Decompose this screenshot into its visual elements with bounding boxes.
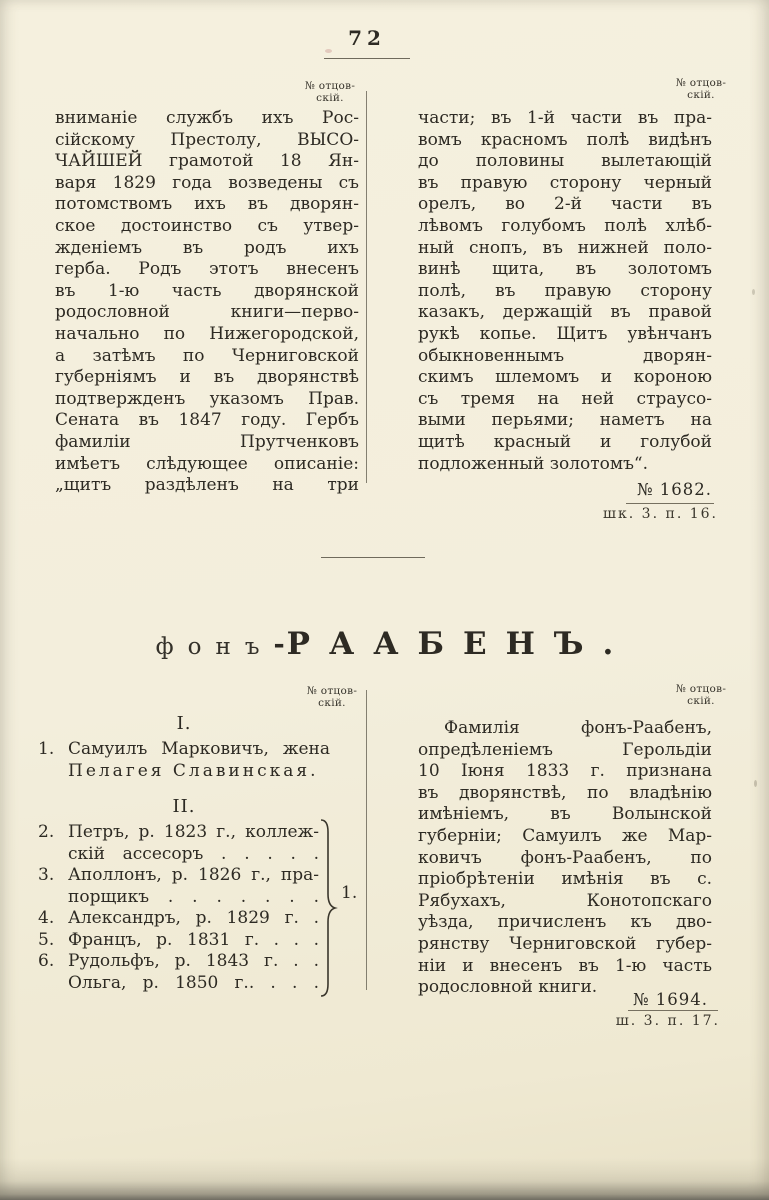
section1-right-column-text [418,108,712,475]
list-item-text: Рудольфъ, р. 1843 г. . . [68,951,319,971]
column-divider-rule [366,690,367,990]
text-line: начально по Нижегородской, [55,323,359,344]
text-line: опредѣленіемъ Герольдіи [418,739,712,760]
list-item-line [38,739,330,761]
text-line: въ дворянствѣ, по владѣнію [418,782,712,803]
text-line: варя 1829 года возведены съ [55,172,359,193]
column-header-line1: № отцов- [675,683,727,695]
list-item-line [38,865,319,887]
list-item-number: 5. [38,929,55,950]
record-shelf-code: шк. 3. п. 16. [603,506,718,522]
list-item-line [38,822,319,844]
text-line: подложенный золотомъ“. [418,453,649,474]
generation-2-list [38,822,319,994]
text-line: части; въ 1-й части въ пра- [418,108,712,128]
column-header-line1: № отцов- [306,685,358,697]
column-header-father-number [295,80,365,104]
text-line: уѣзда, причисленъ къ дво- [418,912,712,933]
text-line: рукѣ копье. Щитъ увѣнчанъ [418,323,712,344]
text-line: Фамилія фонъ-Раабенъ, [444,718,712,738]
list-item-text: Пелагея Славинская. [68,760,319,781]
column-header-line2: скій. [318,697,346,709]
section-divider-rule [321,557,425,558]
father-number-value: 1. [341,883,358,903]
section2-right-column-text [418,718,712,999]
list-item-line [38,908,319,930]
generation-1-label: I. [176,713,192,734]
text-line: родословной книги—перво- [55,302,359,323]
list-item-line [38,951,319,973]
section1-left-column-text [55,108,359,497]
text-line: выми перьями; наметъ на [418,410,712,431]
text-line: въ правую сторону черный [418,172,712,193]
list-item-text: Ольга, р. 1850 г.. . . . [68,972,319,993]
text-line: до половины вылетающій [418,151,712,172]
list-item-line [38,930,319,952]
text-line: скимъ шлемомъ и короною [418,367,712,388]
grouping-brace [318,819,338,997]
column-header-line2: скій. [687,89,715,101]
record-number: № 1682. [636,480,712,499]
record-number-rule [628,1010,718,1011]
text-line: жденіемъ въ родъ ихъ [55,237,359,258]
record-number-rule [626,503,714,504]
list-item-text: скій ассесоръ . . . . . [68,843,319,864]
text-line: пріобрѣтеніи имѣнія въ с. [418,869,712,890]
list-item-number: 4. [38,908,55,928]
list-item-number: 2. [38,822,55,842]
page-bottom-edge-shadow [0,1158,769,1200]
text-line: ковичъ фонъ-Раабенъ, по [418,847,712,868]
text-line: полѣ, въ правую сторону [418,280,712,301]
text-line: рянству Черниговской губер- [418,933,712,954]
paper-speck [752,289,755,295]
text-line: щитѣ красный и голубой [418,431,712,452]
generation-1-list [38,739,330,782]
text-line: лѣвомъ голубомъ полѣ хлѣб- [418,215,712,236]
list-item-number [38,844,68,866]
text-line: съ тремя на ней страусо- [418,388,712,409]
list-item-text: Самуилъ Марковичъ, жена [68,739,330,759]
column-header-father-number [666,77,736,101]
text-line: подтвержденъ указомъ Прав. [55,388,359,409]
text-line: въ 1-ю часть дворянской [55,280,359,301]
page-number: 72 [348,26,386,50]
column-header-line2: скій. [687,695,715,707]
list-item-line [38,844,319,866]
list-item-number: 3. [38,865,55,885]
text-line: губерніямъ и въ дворянствѣ [55,367,359,388]
family-heading-name: РААБЕНЪ. [286,626,633,662]
record-number: № 1694. [632,990,708,1009]
text-line: орелъ, во 2-й части въ [418,194,712,215]
text-line: обыкновеннымъ дворян- [418,345,712,366]
text-line: родословной книги. [418,977,598,998]
text-line: имѣніемъ, въ Волынской [418,804,712,825]
text-line: винѣ щита, въ золотомъ [418,259,712,280]
page-number-rule [324,58,410,59]
column-header-father-number [666,683,736,707]
text-line: имѣетъ слѣдующее описаніе: [55,453,359,474]
text-line: ЧАЙШЕЙ грамотой 18 Ян- [55,151,359,172]
text-line: а затѣмъ по Черниговской [55,345,359,366]
family-heading-dash: - [273,629,287,660]
list-item-number [38,887,68,909]
text-line: вниманіе службъ ихъ Рос- [55,108,359,128]
text-line: губерніи; Самуилъ же Мар- [418,825,712,846]
list-item-number [38,973,68,995]
column-divider-rule [366,91,367,483]
record-shelf-code: ш. 3. п. 17. [615,1013,720,1029]
list-item-text: Петръ, р. 1823 г., коллеж- [68,822,319,842]
paper-speck [754,780,757,787]
column-header-line1: № отцов- [675,77,727,89]
generation-2-label: II. [172,796,196,817]
list-item-line [38,973,319,995]
text-line: Рябухахъ, Конотопскаго [418,890,712,911]
list-item-line [38,887,319,909]
text-line: ный снопъ, въ нижней поло- [418,237,712,258]
list-item-number: 1. [38,739,55,759]
paper-speck [325,49,332,53]
column-header-father-number [297,685,367,709]
list-item-text: Францъ, р. 1831 г. . . . [68,929,319,950]
list-item-number: 6. [38,951,55,971]
family-heading [0,626,769,662]
text-line: фамиліи Прутченковъ [55,431,359,452]
list-item-text: порщикъ . . . . . . . [68,886,319,907]
list-item-text: Аполлонъ, р. 1826 г., пра- [68,865,319,885]
brace-glyph [318,819,338,997]
text-line: казакъ, держащій въ правой [418,302,712,323]
list-item-text: Александръ, р. 1829 г. . [68,908,319,928]
text-line: ніи и внесенъ въ 1-ю часть [418,955,712,976]
text-line: потомствомъ ихъ въ дворян- [55,194,359,215]
text-line: сійскому Престолу, ВЫСО- [55,129,359,150]
text-line: „щитъ раздѣленъ на три [55,475,359,496]
column-header-line1: № отцов- [304,80,356,92]
list-item-line [38,761,330,783]
text-line: 10 Іюня 1833 г. признана [418,761,712,782]
text-line: вомъ красномъ полѣ видѣнъ [418,129,712,150]
list-item-number [38,761,68,783]
text-line: герба. Родъ этотъ внесенъ [55,259,359,280]
column-header-line2: скій. [316,92,344,104]
text-line: ское достоинство съ утвер- [55,215,359,236]
text-line: Сената въ 1847 году. Гербъ [55,410,359,431]
family-heading-prefix: фонъ [155,634,274,660]
